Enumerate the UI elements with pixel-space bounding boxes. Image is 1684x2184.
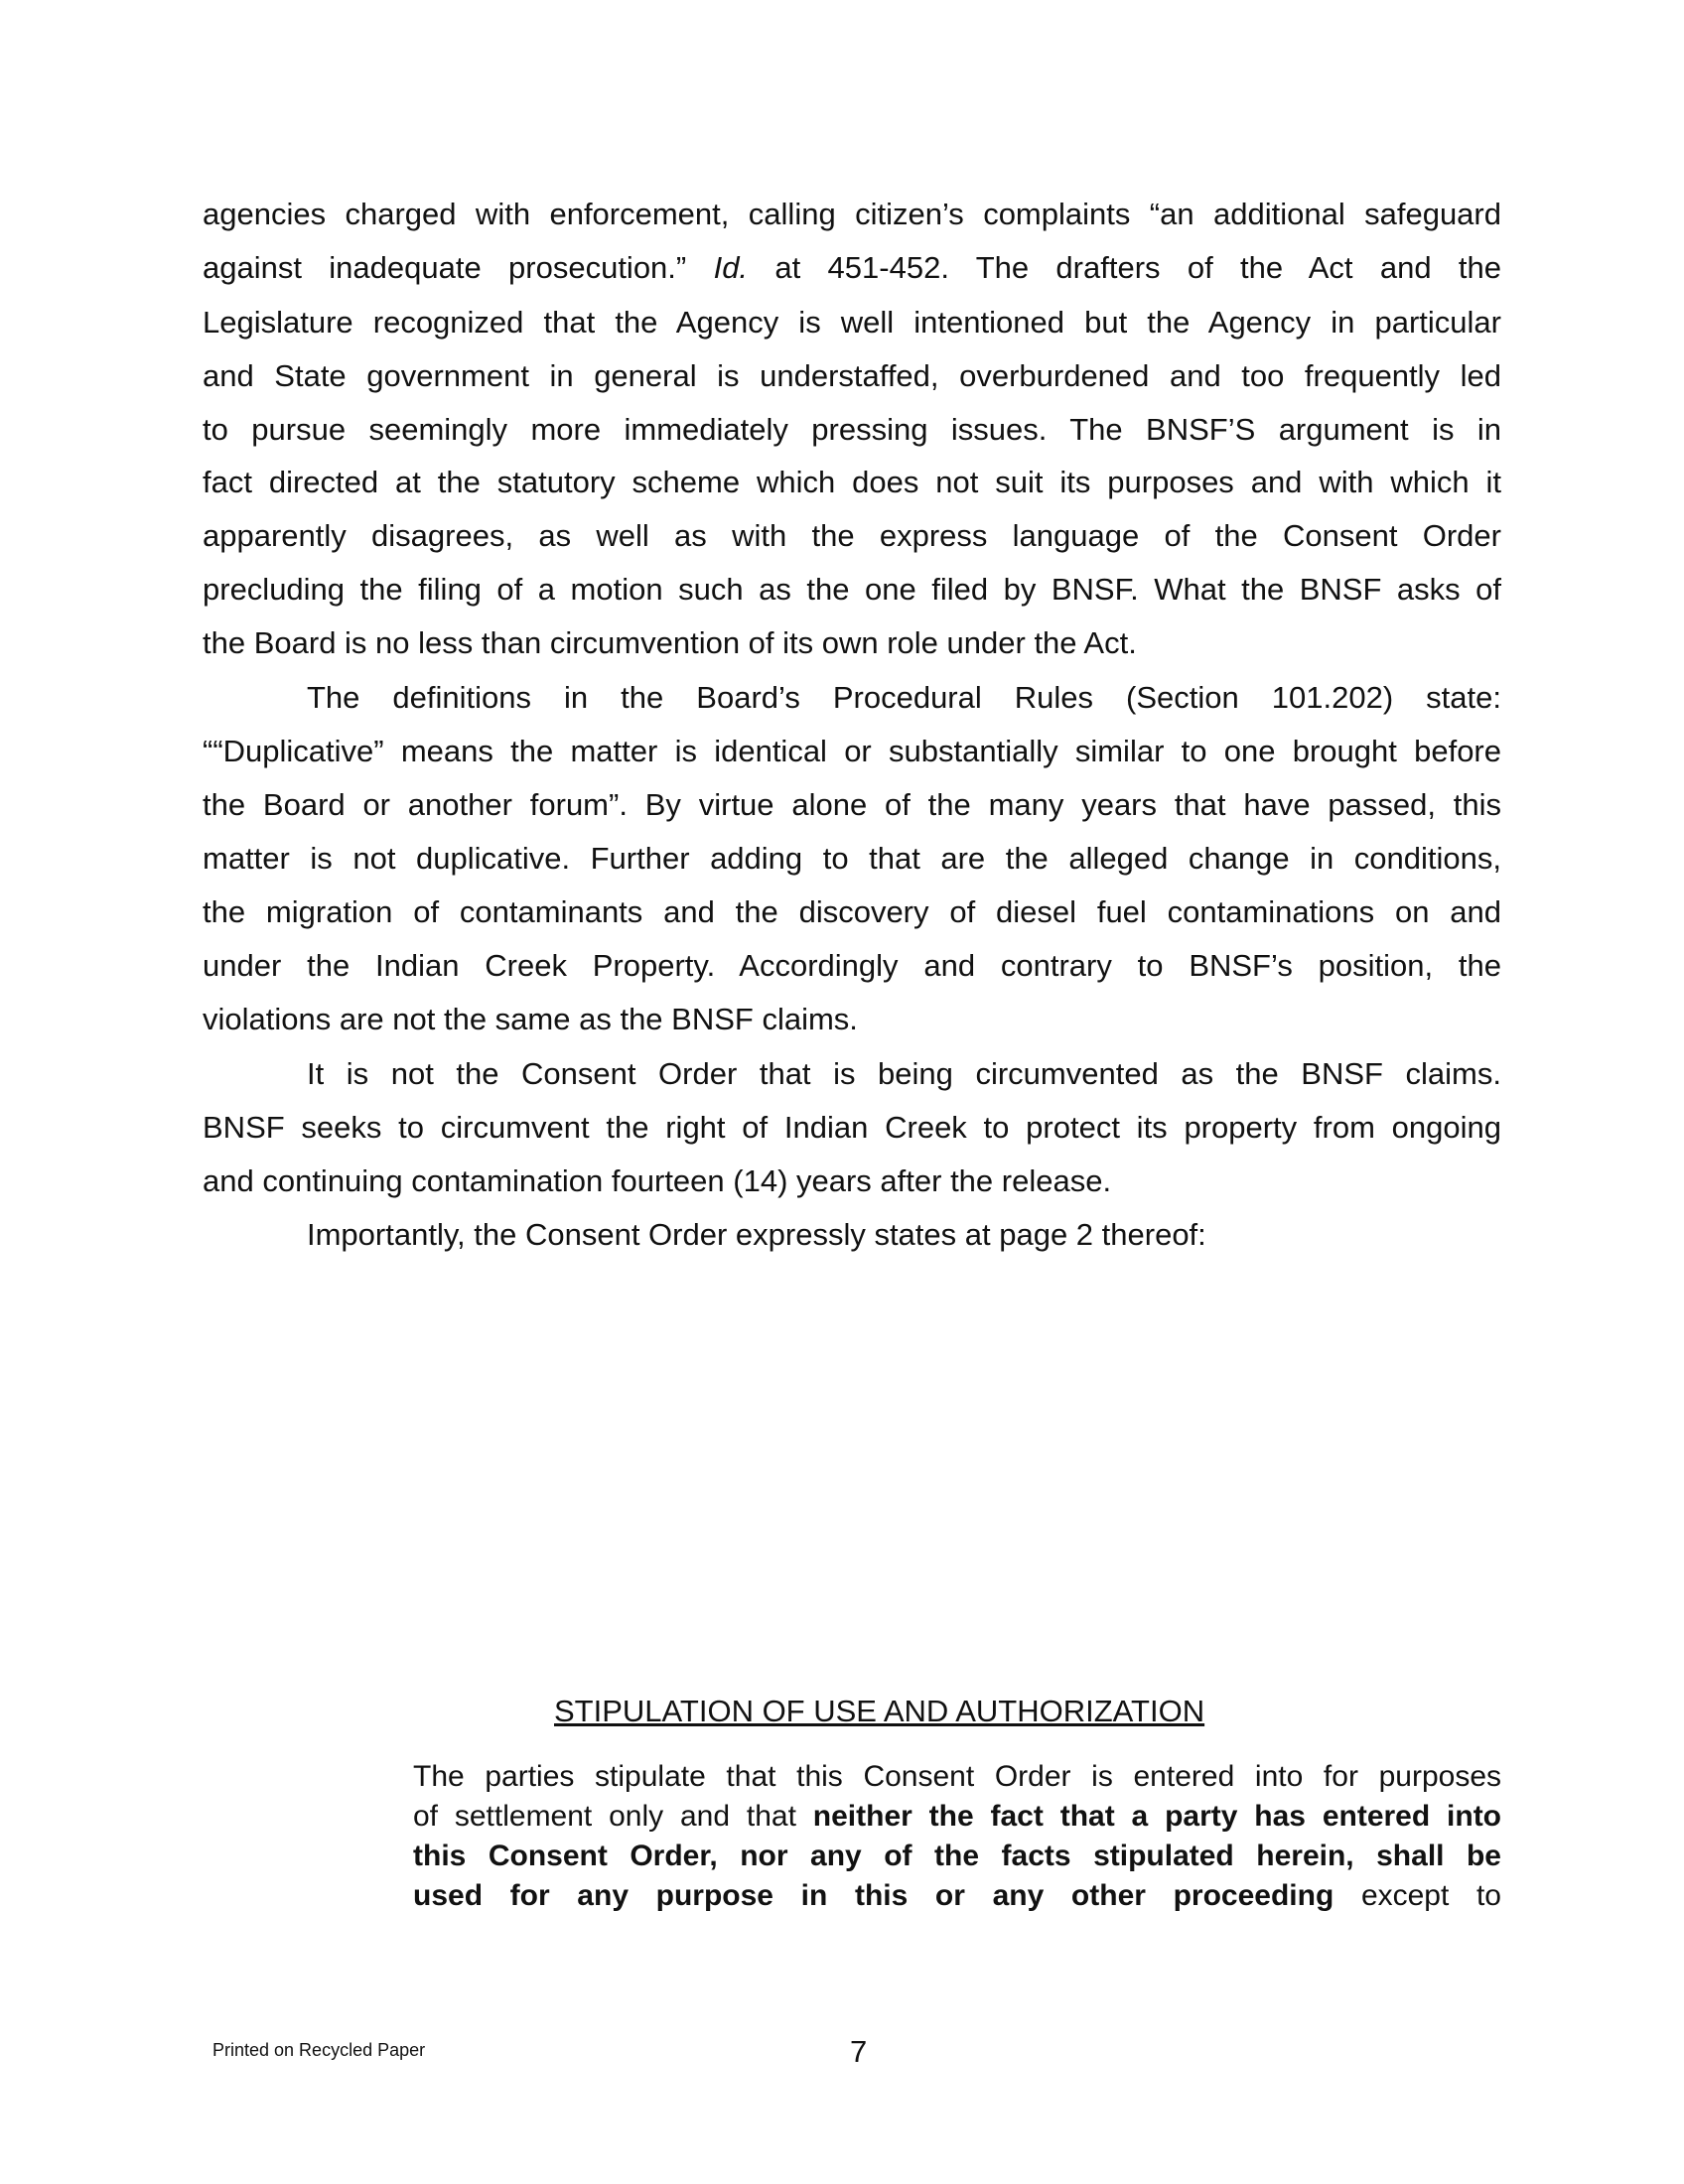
line-text-before-citation: against inadequate prosecution.”	[203, 250, 687, 285]
quote-line-2-plain: of settlement only and that	[413, 1800, 796, 1833]
quote-line-4-plain: except to	[1360, 1879, 1501, 1912]
paragraph-4-line-1: Importantly, the Consent Order expressly states at page 2 thereof:	[307, 1217, 1206, 1252]
paragraph-1-line-1: agencies charged with enforcement, calling citizen’s complaints “an additional safeguard	[203, 197, 1501, 231]
paragraph-2-line-7: violations are not the same as the BNSF claims.	[203, 1002, 858, 1036]
quote-line-2-bold: neither the fact that a party has entered into	[812, 1800, 1502, 1833]
page-number: 7	[850, 2034, 868, 2069]
paragraph-3-line-3: and continuing contamination fourteen (14) years after the release.	[203, 1163, 1112, 1198]
paragraph-1-line-8: precluding the filing of a motion such as the one filed by BNSF. What the BNSF asks of	[203, 572, 1501, 607]
quote-line-2	[413, 1797, 1501, 1837]
quote-line-4-bold: used for any purpose in this or any other proceeding	[413, 1879, 1334, 1912]
paragraph-2-line-4: matter is not duplicative. Further adding to that are the alleged change in conditions,	[203, 841, 1501, 876]
paragraph-3-line-1: It is not the Consent Order that is being circumvented as the BNSF claims.	[307, 1056, 1501, 1091]
paragraph-1-line-2	[203, 248, 1501, 288]
paragraph-1-line-5: to pursue seemingly more immediately pressing issues. The BNSF’S argument is in	[203, 412, 1501, 447]
quote-line-4	[413, 1876, 1501, 1916]
quote-line-1: The parties stipulate that this Consent Order is entered into for purposes	[413, 1760, 1501, 1793]
paragraph-1-line-7: apparently disagrees, as well as with the express language of the Consent Order	[203, 518, 1501, 553]
stipulation-heading: STIPULATION OF USE AND AUTHORIZATION	[554, 1694, 1205, 1728]
paragraph-2-line-1: The definitions in the Board’s Procedural Rules (Section 101.202) state:	[307, 680, 1501, 715]
printed-on-recycled-paper-note: Printed on Recycled Paper	[212, 2040, 426, 2060]
paragraph-3-line-2: BNSF seeks to circumvent the right of Indian Creek to protect its property from ongoing	[203, 1110, 1501, 1145]
paragraph-1-line-6: fact directed at the statutory scheme which does not suit its purposes and with which it	[203, 465, 1501, 499]
paragraph-2-line-6: under the Indian Creek Property. Accordingly and contrary to BNSF’s position, the	[203, 948, 1501, 983]
paragraph-1-line-4: and State government in general is understaffed, overburdened and too frequently led	[203, 358, 1501, 393]
paragraph-1-line-9: the Board is no less than circumvention of its own role under the Act.	[203, 625, 1137, 660]
paragraph-1-line-3: Legislature recognized that the Agency is well intentioned but the Agency in particular	[203, 305, 1501, 340]
paragraph-2-line-3: the Board or another forum”. By virtue alone of the many years that have passed, this	[203, 787, 1501, 822]
citation-id: Id.	[713, 250, 749, 285]
line-text-after-citation: at 451-452. The drafters of the Act and the	[774, 250, 1501, 285]
quote-line-3: this Consent Order, nor any of the facts stipulated herein, shall be	[413, 1840, 1501, 1872]
paragraph-2-line-5: the migration of contaminants and the discovery of diesel fuel contaminations on and	[203, 894, 1501, 929]
paragraph-2-line-2: ““Duplicative” means the matter is identical or substantially similar to one brought before	[203, 734, 1501, 768]
